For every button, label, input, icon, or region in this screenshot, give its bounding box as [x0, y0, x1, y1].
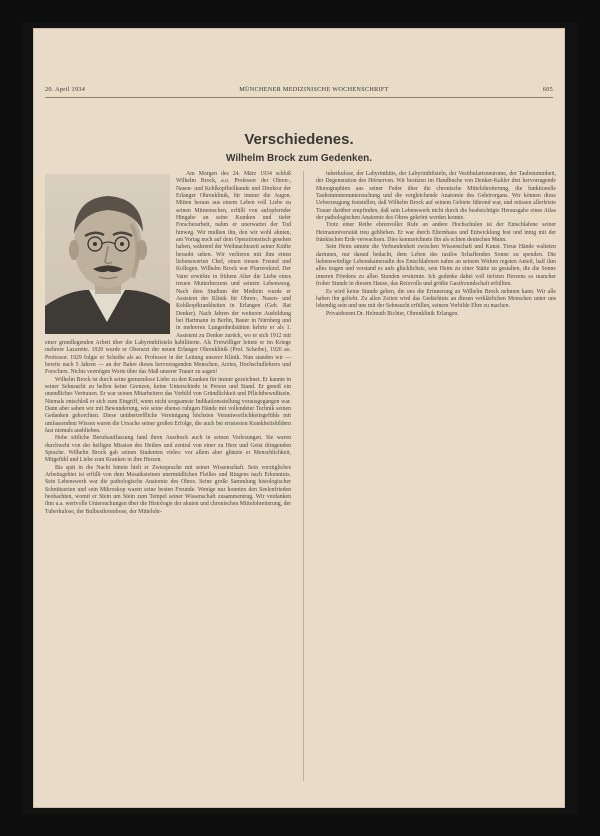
portrait-photo	[45, 174, 170, 334]
intro-paragraph: Am Morgen des 24. März 1934 schloß Wilhelm Brock, a.o. Professor der Ohren-, Nasen- und Kehlkopfheilkunde und Direktor der Erlanger Ohrenklinik, für immer die Augen. Mitten heraus aus einem Leben voll Liebe zu seinen Mitmenschen, erfüllt von aufopfernder Hingabe an seine Kranken und tiefer Forscherarbeit, nahm er unerwartet der Tod hinweg. Wir mußten ihn, den wir wohl ahnten, am Vortag noch auf dem Operationstisch gesehen haben, während der Weihnachtszeit seiner Kräfte beraubt sehen. Wir verlieren mit ihm einen liebenswerten Chef, einen treuen Freund und Kollegen. Wilhelm Brock war Pfarrerskind. Der Vater erwirkte in frühem Alter die Liebe eines treuen Mutterherzens und seinem Lebensweg. Nach dem Studium der Medizin wurde er Assistent der Klinik für Ohren-, Nasen- und Kehlkopfkrankheiten in Erlangen (Geh. Rat Denker). Nach Jahren der weiteren Ausbildung bei Hartmann in Berlin, Bauer in Nürnberg und in mehreren Lungenheilstätten kehrte er als 1. Assistent zu Denker zurück, wo er sich 1912 mit einer grundlegenden Arbeit über die Labyrinthfisteln habilitierte. Als Freiwilliger leitete er im Kriege mehrere Lazarette. 1920 wurde er Oberarzt der neuen Erlanger Ohrenklinik (Prof. Scheibe), 1926 ao. Professor. 1929 folgte er Scheibe als ao. Professor in der Leitung unserer Klinik. Nun standen wir — bereits nach 5 Jahren — an der Bahre dieses hervorragenden Menschen, Arztes, Hochschullehrers und Forschers. Nichts vermögen Worte über das Maß unserer Trauer zu sagen!	[45, 171, 291, 376]
portrait-illustration	[45, 174, 170, 334]
running-header	[45, 83, 553, 98]
right-column	[316, 171, 556, 318]
header-date: 20. April 1934	[45, 85, 86, 93]
body-paragraph: Sein Heim atmete die Verbundenheit zwischen Wissenschaft und Kunst. Treue Hände walteten darinnen, nur darauf bedacht, dem Leben des rastlos Schaffenden Sonne zu spenden. Die liebenswürdige Lebenskameradin des Entschlafenen nahm an seinem Wirken regsten Anteil, half ihm alles tragen und verstand es aufs glücklichste, sein Heim zu einer Stätte zu gestalten, die die Sonne inneren Friedens zu allen Stunden erwärmte. Ich gedenke dabei voll tiefsten Herzens so mancher froher Stunde in diesem Hause, das Reizvolle und größte Gastfreundschaft erfüllten.	[316, 244, 556, 288]
body-paragraph: Hohe sittliche Berufsauffassung fand ihren Ausdruck auch in seinen Vorlesungen. Sie waren durchweht von der heiligen Mission des Heilers und zentral von einer zu Herz und Geist dringenden Sprache. Wilhelm Brock gab seinen Studenten vieles: vor allem aber glänzte er Menschlichkeit, Mitgefühl und Liebe zum Kranken in ihre Herzen.	[45, 435, 291, 464]
header-journal: MÜNCHENER MEDIZINISCHE WOCHENSCHRIFT	[239, 85, 389, 93]
body-paragraph: Wilhelm Brock ist durch seine grenzenlose Liebe zu den Kranken für immer gezeichnet. Er kannte in seiner Sehnsucht zu helfen keine Grenzen, keine Unterschiede in Person und Stand. Er genoß ein unendliches Vertrauen. Er war seinen Mitarbeitern das Vorbild von Gründlichkeit und Pflichtbewußtsein. Niemals entschloß er sich zum Eingriff, wenn nicht sorgsamste Indikationsstellung vorausgegangen war. Dann aber sahen wir mit Bewunderung, wie seine ebenso ruhigen Hände mit vollendeter Technik seinen Gedanken gehorchten. Diese unübertreffliche Vereinigung höchsten Verantwortlichkeitsgefühls mit umfassendem Wissen waren die Ursache seiner großen Erfolge, die auch bei ernstesten Krankheitsbildern fast niemals ausblieben.	[45, 376, 291, 435]
body-paragraph: Bis spät in die Nacht hinein hielt er Zwiesprache mit seiner Wissenschaft. Sein vorzügliches Arbeitsgebiet ist erfüllt von dem Mosaiksteinen unermüdlichen Fleißes und Ringens nach Erkenntnis. Sein Lebenswerk war die pathologische Anatomie des Ohres. Seine große Sammlung histologischer Schnittserien und sein Mikroskop waren seine besten Freunde. Wenige nur konnten den Seelenfrieden beobachten, womit er Stein um Stein zum Tempel seiner Wissenschaft zusammentrug. Wir verdanken ihm u.a. wertvolle Untersuchungen über die Histologie der akuten und chronischen Mittelohreiterung, der Tuberkulose, der Bulbusthrombose, der Mittelohr-	[45, 464, 291, 515]
left-column	[45, 171, 291, 516]
author-signature: Privatdozent Dr. Helmuth Richter, Ohrenklinik Erlangen.	[326, 310, 459, 317]
scanned-page	[33, 28, 565, 808]
section-title: Verschiedenes.	[244, 131, 354, 148]
body-paragraph: Es wird keine Stunde geben, die uns die Erinnerung an Wilhelm Brock nehmen kann. Wir alle haben ihn geliebt. Zu allen Zeiten wird das Gedächtnis an diesen verklärlichen Menschen unter uns lebendig sein und uns mit der Sehnsucht erfüllen, seinem Vorbilde Ehre zu machen.	[316, 288, 556, 310]
body-paragraph: Trotz einer Reihe ehrenvoller Rufe an andere Hochschulen ist der Entschlafene seiner Heimatuniversität treu geblieben. Er war durch Elternhaus und Entwicklung fest und innig mit der fränkischen Erde verwachsen. Dies kennzeichnete ihn als echten deutschen Mann.	[316, 222, 556, 244]
article-title: Wilhelm Brock zum Gedenken.	[225, 153, 373, 164]
body-paragraph: tuberkulose, der Labyrinthitis, der Labyrinthfisteln, der Vestibularisneurome, der Taubstummheit, der Degeneration des Hörnerven. Wir besitzen im Handbuche von Denker-Kahler drei hervorragende Monographien aus seiner Feder über die chronische Mittelohreiterung, die funktionelle Taubstummenuntersuchung und die vergleichende Anatomie des Gehörorgans. Wir können diese Ueberzeugung feststellen, daß Wilhelm Brock auf seinem Gebiete führend war, und müssen allerletzte Trauer darüber empfinden, daß sein Lebenswerk nicht durch die beabsichtigte Herausgabe eines Atlas der pathologischen Anatomie des Ohres gekrönt werden konnte.	[316, 171, 556, 222]
header-page-number: 605	[542, 85, 553, 93]
column-divider	[303, 171, 304, 781]
